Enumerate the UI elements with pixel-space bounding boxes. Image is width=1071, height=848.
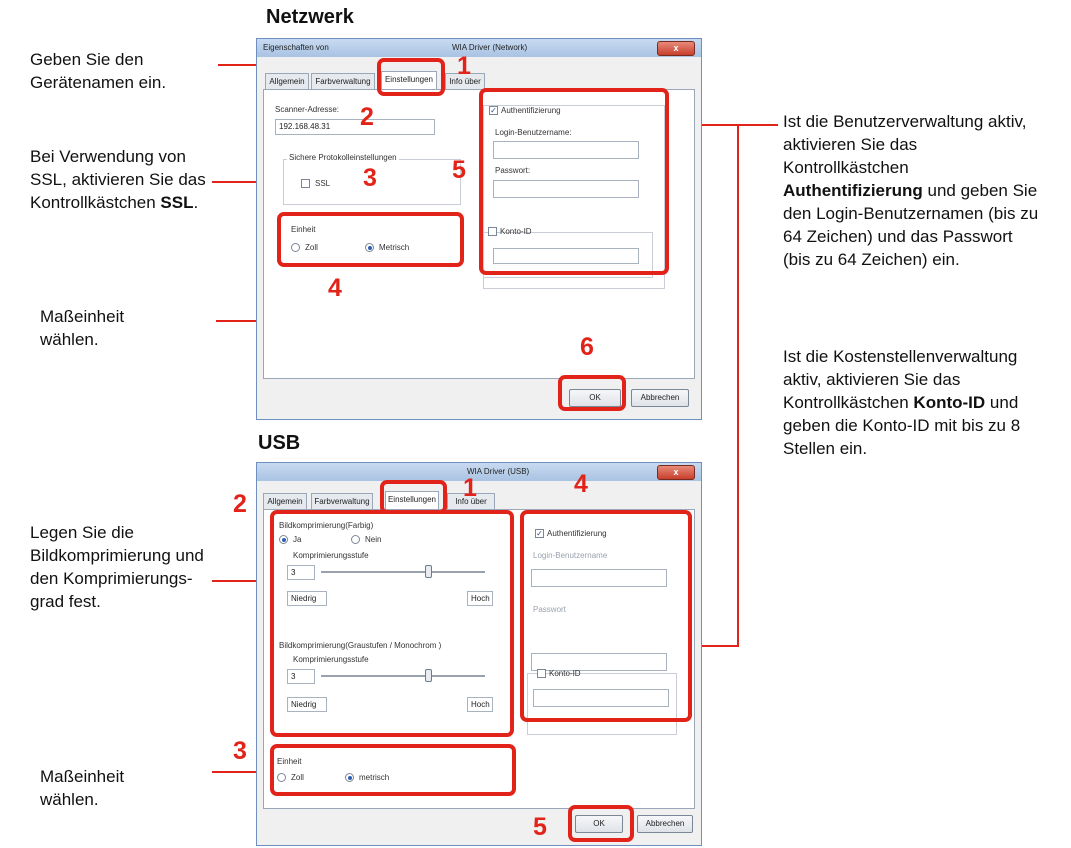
cancel-button-network[interactable]: Abbrechen <box>631 389 689 407</box>
highlight-usb-auth <box>520 510 692 722</box>
scanner-address-label: Scanner-Adresse: <box>275 105 340 114</box>
heading-usb: USB <box>258 432 301 454</box>
gray-level-value[interactable]: 3 <box>287 669 315 684</box>
callout-usb-5: 5 <box>533 813 547 841</box>
highlight-usb-unit <box>270 744 516 796</box>
highlight-usb-compression <box>270 510 514 737</box>
compression-yes-label: Ja <box>293 535 302 544</box>
color-level-label: Komprimierungsstufe <box>293 551 369 560</box>
highlight-network-settings-tab <box>377 58 445 96</box>
auth-checkbox-network[interactable]: ✓ <box>490 106 497 115</box>
network-tab-settings[interactable]: Einstellungen <box>381 71 437 89</box>
callout-network-4: 4 <box>328 274 342 302</box>
callout-network-3: 3 <box>363 164 377 192</box>
highlight-network-auth <box>479 88 669 275</box>
auth-checkbox-usb[interactable]: ✓ <box>536 529 543 538</box>
close-icon: x <box>673 467 679 477</box>
note-unit-network: Maßeinheit wählen. <box>40 307 125 349</box>
callout-network-5: 5 <box>452 156 466 184</box>
usb-title-center: WIA Driver (USB) <box>467 467 530 476</box>
ssl-checkbox[interactable] <box>301 179 310 188</box>
callout-network-1: 1 <box>457 52 471 80</box>
network-tab-color[interactable]: Farbverwaltung <box>311 73 375 89</box>
usb-close-button[interactable] <box>657 465 695 480</box>
unit-group-label-usb: Einheit <box>277 757 302 766</box>
ok-button-usb[interactable]: OK <box>575 815 623 833</box>
color-low-label: Niedrig <box>287 591 327 606</box>
callout-usb-3: 3 <box>233 737 247 765</box>
network-title-left: Eigenschaften von <box>263 43 329 52</box>
highlight-usb-ok <box>568 805 634 842</box>
unit-inch-label-network: Zoll <box>305 243 318 252</box>
usb-tab-color[interactable]: Farbverwaltung <box>311 493 373 509</box>
unit-group-label-network: Einheit <box>291 225 316 234</box>
callout-network-6: 6 <box>580 333 594 361</box>
password-label-network: Passwort: <box>495 166 531 175</box>
color-compression-label: Bildkomprimierung(Farbig) <box>279 521 374 530</box>
unit-inch-label-usb: Zoll <box>291 773 304 782</box>
highlight-network-ok <box>558 375 626 411</box>
account-label-network: Konto-ID <box>500 227 532 236</box>
network-tab-info[interactable]: Info über <box>445 73 485 89</box>
color-high-label: Hoch <box>467 591 493 606</box>
unit-metric-label-network: Metrisch <box>379 243 410 252</box>
login-label-usb: Login-Benutzername <box>533 551 608 560</box>
close-icon: x <box>673 43 679 53</box>
highlight-network-unit <box>277 212 464 267</box>
note-compression: Legen Sie die Bildkomprimierung und den Komprimierungs-grad fest. <box>30 523 204 611</box>
callout-usb-2: 2 <box>233 490 247 518</box>
note-unit-usb: Maßeinheit wählen. <box>40 767 125 809</box>
note-ssl: Bei Verwendung von SSL, aktivieren Sie das Kontrollkästchen SSL. <box>30 147 206 212</box>
callout-network-2: 2 <box>360 103 374 131</box>
compression-no-label: Nein <box>365 535 382 544</box>
note-device-name: Geben Sie den Gerätenamen ein. <box>30 50 167 92</box>
cancel-button-usb[interactable]: Abbrechen <box>637 815 693 833</box>
gray-low-label: Niedrig <box>287 697 327 712</box>
ok-button-network[interactable]: OK <box>569 389 621 407</box>
connector-auth-v <box>737 124 739 646</box>
usb-tab-general[interactable]: Allgemein <box>263 493 307 509</box>
auth-label-usb: Authentifizierung <box>547 529 607 538</box>
account-label-usb: Konto-ID <box>549 669 581 678</box>
network-titlebar <box>257 39 701 57</box>
network-tab-general[interactable]: Allgemein <box>265 73 309 89</box>
password-label-usb: Passwort <box>533 605 566 614</box>
color-level-value[interactable]: 3 <box>287 565 315 580</box>
callout-usb-4: 4 <box>574 470 588 498</box>
highlight-usb-settings-tab <box>380 480 447 514</box>
note-account: Ist die Kostenstellenverwaltung aktiv, aktivieren Sie das Kontrollkästchen Konto-ID und geben die Konto-ID mit bis zu 8 Stellen ein. <box>783 347 1021 458</box>
auth-label-network: Authentifizierung <box>501 106 561 115</box>
gray-compression-label: Bildkomprimierung(Graustufen / Monochrom ) <box>279 641 442 650</box>
note-auth: Ist die Benutzerverwaltung aktiv, aktivieren Sie das Kontrollkästchen Authentifizierung und geben Sie den Login-Benutzernamen (bis zu 64 Zeichen) und das Passwort (bis zu 64 Zeichen) ein. <box>783 112 1039 269</box>
gray-level-label: Komprimierungsstufe <box>293 655 369 664</box>
usb-tab-info[interactable]: Info über <box>447 493 495 509</box>
usb-titlebar <box>257 463 701 481</box>
ssl-label: SSL <box>315 179 331 188</box>
gray-high-label: Hoch <box>467 697 493 712</box>
usb-tab-settings[interactable]: Einstellungen <box>385 491 439 509</box>
secure-protocol-label: Sichere Protokolleinstellungen <box>289 153 397 162</box>
heading-network: Netzwerk <box>266 6 354 28</box>
unit-metric-label-usb: metrisch <box>359 773 390 782</box>
network-title-center: WIA Driver (Network) <box>452 43 528 52</box>
scanner-address-input[interactable]: 192.168.48.31 <box>275 119 435 135</box>
callout-usb-1: 1 <box>463 474 477 502</box>
login-label-network: Login-Benutzername: <box>495 128 572 137</box>
network-close-button[interactable] <box>657 41 695 56</box>
